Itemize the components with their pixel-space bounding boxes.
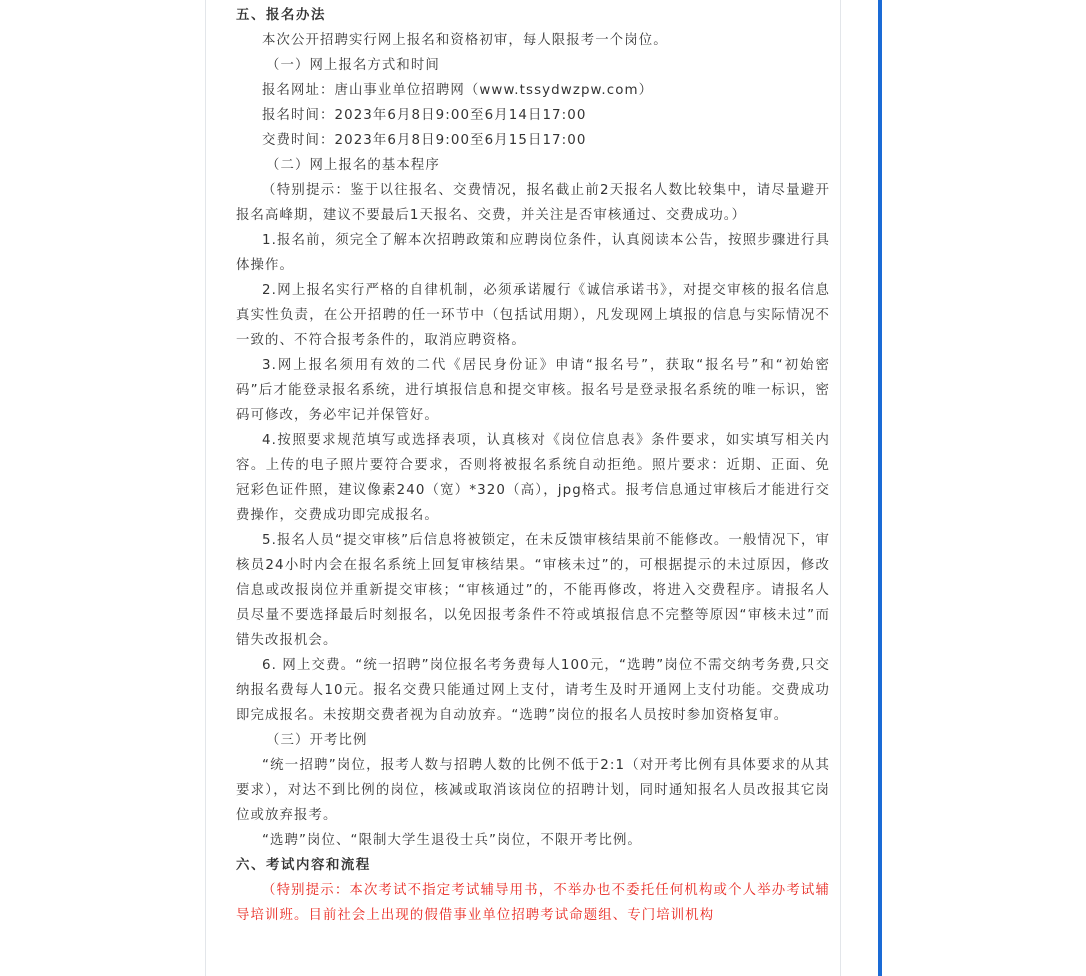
paragraph-red-warning: （特别提示：本次考试不指定考试辅导用书，不举办也不委托任何机构或个人举办考试辅导培训班。目前社会上出现的假借事业单位招聘考试命题组、专门培训机构 (236, 883, 830, 923)
content-right-border (840, 0, 841, 976)
right-accent-bar (878, 0, 882, 976)
paragraph: 本次公开招聘实行网上报名和资格初审，每人限报考一个岗位。 (262, 33, 668, 48)
article-body (236, 3, 830, 928)
paragraph-step-3: 3.网上报名须用有效的二代《居民身份证》申请“报名号”，获取“报名号”和“初始密码”后才能登录报名系统，进行填报信息和提交审核。报名号是登录报名系统的唯一标识，密码可修改，务必牢记并保管好。 (236, 358, 830, 423)
paragraph-step-5: 5.报名人员“提交审核”后信息将被锁定，在未反馈审核结果前不能修改。一般情况下，审核员24小时内会在报名系统上回复审核结果。“审核未过”的，可根据提示的未过原因，修改信息或改报岗位并重新提交审核；“审核通过”的，不能再修改，将进入交费程序。请报名人员尽量不要选择最后时刻报名，以免因报考条件不符或填报信息不完整等原因“审核未过”而错失改报机会。 (236, 533, 830, 648)
paragraph-step-4: 4.按照要求规范填写或选择表项，认真核对《岗位信息表》条件要求，如实填写相关内容。上传的电子照片要符合要求，否则将被报名系统自动拒绝。照片要求：近期、正面、免冠彩色证件照，建议像素240（宽）*320（高），jpg格式。报考信息通过审核后才能进行交费操作，交费成功即完成报名。 (236, 433, 830, 523)
paragraph-special-note: （特别提示：鉴于以往报名、交费情况，报名截止前2天报名人数比较集中，请尽量避开报名高峰期，建议不要最后1天报名、交费，并关注是否审核通过、交费成功。） (236, 183, 830, 223)
paragraph-step-1: 1.报名前，须完全了解本次招聘政策和应聘岗位条件，认真阅读本公告，按照步骤进行具体操作。 (236, 233, 830, 273)
section-heading-registration: 五、报名办法 (236, 8, 326, 23)
paragraph-step-6: 6. 网上交费。“统一招聘”岗位报名考务费每人100元，“选聘”岗位不需交纳考务费,只交纳报名费每人10元。报名交费只能通过网上支付，请考生及时开通网上支付功能。交费成功即完成报名。未按期交费者视为自动放弃。“选聘”岗位的报名人员按时参加资格复审。 (236, 658, 830, 723)
subheading-basic-procedure: （二）网上报名的基本程序 (266, 158, 440, 173)
subheading-online-registration: （一）网上报名方式和时间 (266, 58, 440, 73)
paragraph-registration-time: 报名时间：2023年6月8日9:00至6月14日17:00 (262, 108, 587, 123)
paragraph-registration-url: 报名网址：唐山事业单位招聘网（www.tssydwzpw.com） (262, 83, 654, 98)
subheading-exam-ratio: （三）开考比例 (266, 733, 368, 748)
paragraph-ratio-selection: “选聘”岗位、“限制大学生退役士兵”岗位，不限开考比例。 (262, 833, 642, 848)
paragraph-step-2: 2.网上报名实行严格的自律机制，必须承诺履行《诚信承诺书》，对提交审核的报名信息真实性负责，在公开招聘的任一环节中（包括试用期），凡发现网上填报的信息与实际情况不一致的、不符合报考条件的，取消应聘资格。 (236, 283, 830, 348)
paragraph-payment-time: 交费时间：2023年6月8日9:00至6月15日17:00 (262, 133, 587, 148)
section-heading-exam: 六、考试内容和流程 (236, 858, 371, 873)
paragraph-ratio-unified: “统一招聘”岗位，报考人数与招聘人数的比例不低于2:1（对开考比例有具体要求的从其要求），对达不到比例的岗位，核减或取消该岗位的招聘计划，同时通知报名人员改报其它岗位或放弃报考。 (236, 758, 830, 823)
